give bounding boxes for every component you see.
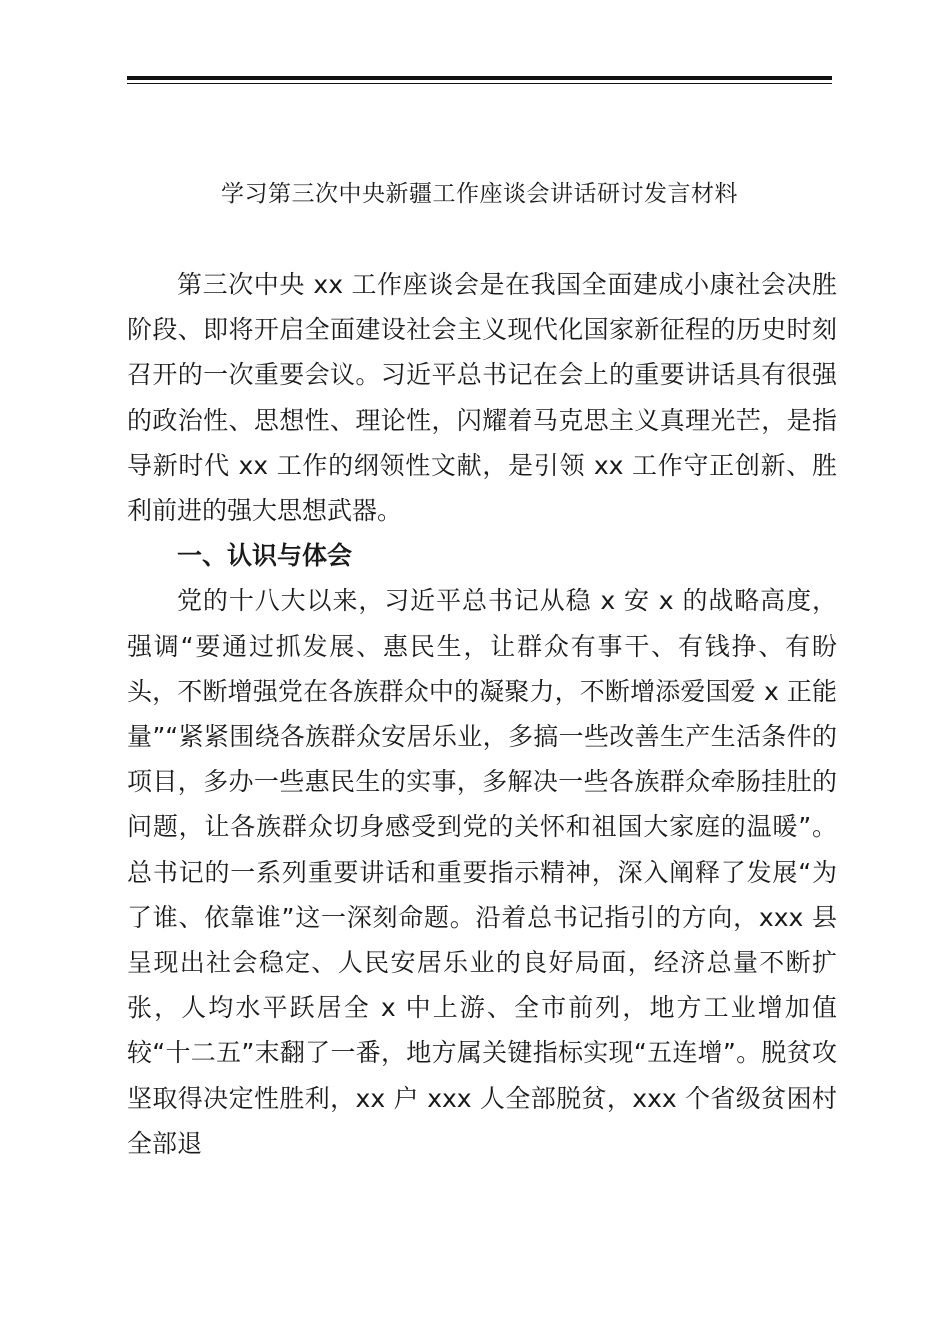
document-title: 学习第三次中央新疆工作座谈会讲话研讨发言材料 xyxy=(221,181,738,207)
section-paragraph: 党的十八大以来，习近平总书记从稳 x 安 x 的战略高度，强调“要通过抓发展、惠民生，让群众有事干、有钱挣、有盼头，不断增强党在各族群众中的凝聚力，不断增添爱国爱 x 正能量”“紧紧围绕各族群众安居乐业，多搞一些改善生产生活条件的项目，多办一些惠民生的实事，多解决一些各族群众牵肠挂肚的问题，让各族群众切身感受到党的关怀和祖国大家庭的温暖”。总书记的一系列重要讲话和重要指示精神，深入阐释了发展“为了谁、依靠谁”这一深刻命题。沿着总书记指引的方向，xxx 县呈现出社会稳定、人民安居乐业的良好局面，经济总量不断扩张，人均水平跃居全 x 中上游、全市前列，地方工业增加值较“十二五”末翻了一番，地方属关键指标实现“五连增”。脱贫攻坚取得决定性胜利，xx 户 xxx 人全部脱贫，xxx 个省级贫困村全部退 xyxy=(127,586,837,1158)
header-double-rule xyxy=(127,76,832,84)
document-body xyxy=(127,262,837,1166)
intro-paragraph: 第三次中央 xx 工作座谈会是在我国全面建成小康社会决胜阶段、即将开启全面建设社会主义现代化国家新征程的历史时刻召开的一次重要会议。习近平总书记在会上的重要讲话具有很强的政治性、思想性、理论性，闪耀着马克思主义真理光芒，是指导新时代 xx 工作的纲领性文献，是引领 xx 工作守正创新、胜利前进的强大思想武器。 xyxy=(127,270,837,526)
header-rule-thin xyxy=(127,83,832,84)
section-heading: 一、认识与体会 xyxy=(177,541,353,571)
